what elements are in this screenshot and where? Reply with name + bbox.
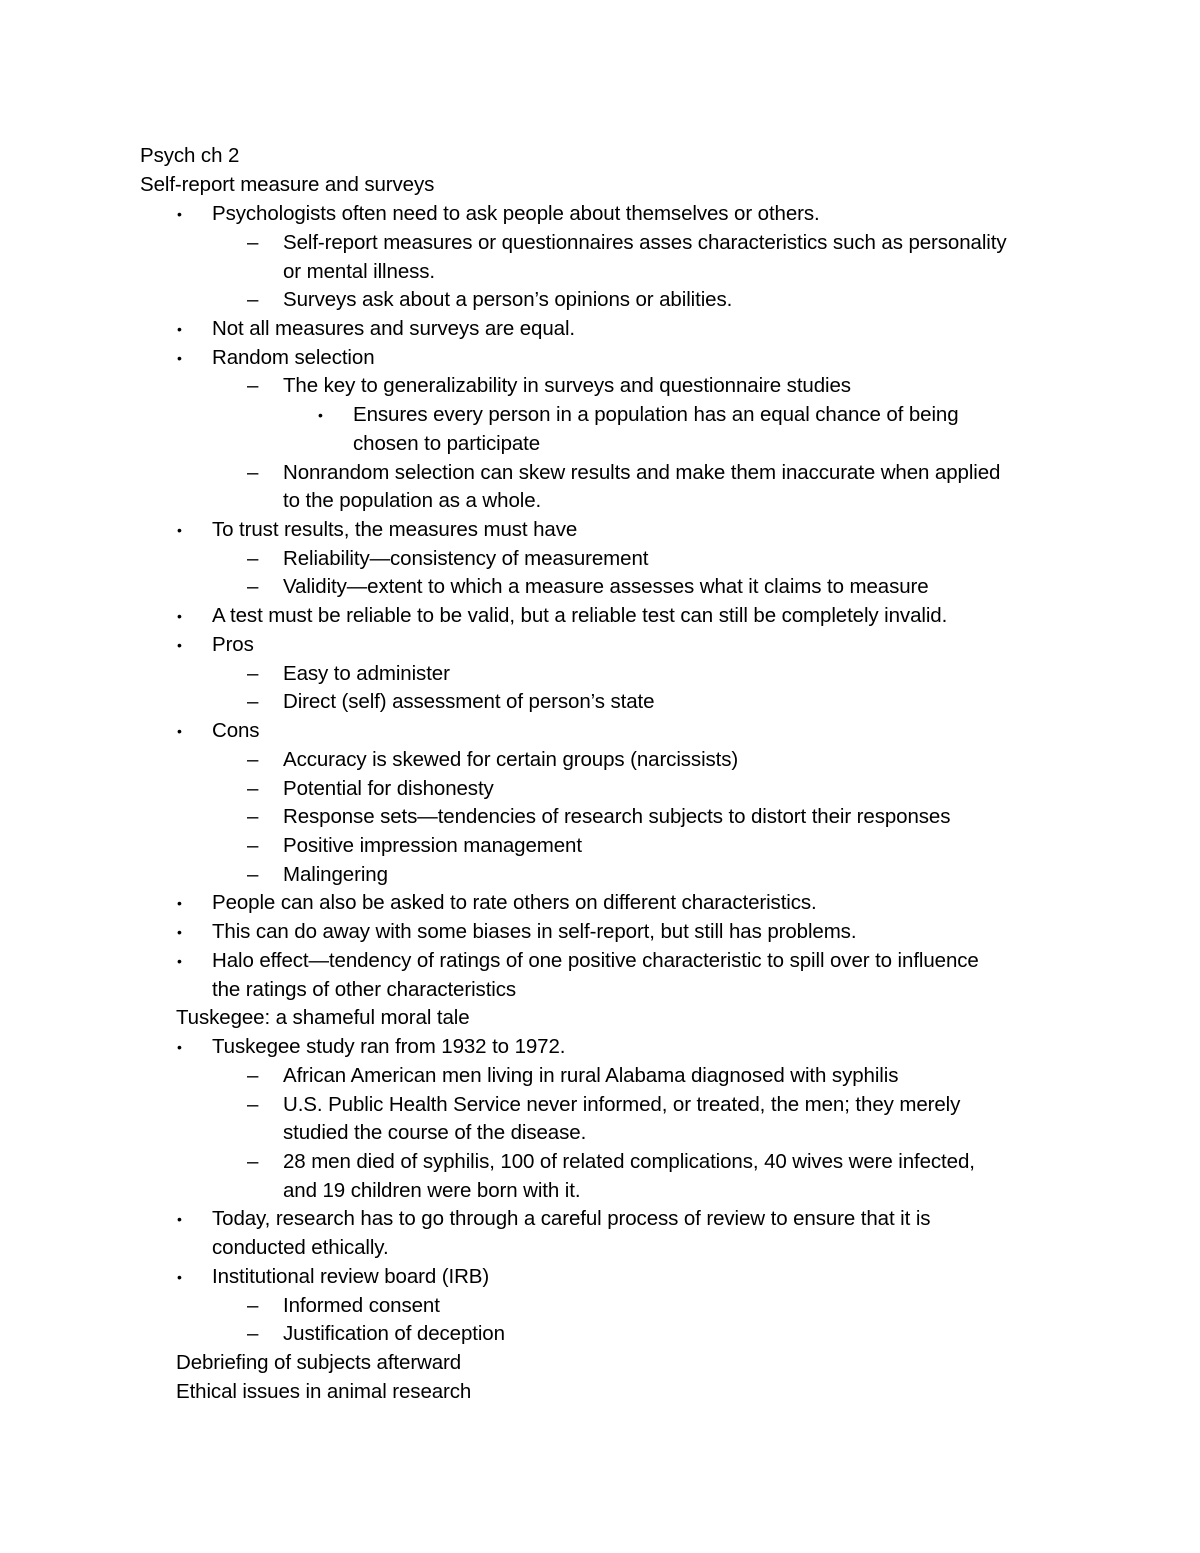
section-heading-self-report: Self-report measure and surveys	[140, 173, 435, 196]
dash-marker: –	[247, 575, 259, 598]
dash-marker: –	[247, 863, 259, 886]
dash-marker: –	[247, 834, 259, 857]
list-item: Response sets—tendencies of research subjects to distort their responses	[283, 805, 951, 828]
bullet-marker: •	[177, 1211, 182, 1227]
list-item-continuation: or mental illness.	[283, 260, 436, 283]
bullet-marker: •	[177, 608, 182, 624]
list-item: Surveys ask about a person’s opinions or abilities.	[283, 288, 733, 311]
section-heading-tuskegee: Tuskegee: a shameful moral tale	[176, 1006, 470, 1029]
dash-marker: –	[247, 374, 259, 397]
list-item: Validity—extent to which a measure assesses what it claims to measure	[283, 575, 929, 598]
dash-marker: –	[247, 1150, 259, 1173]
list-item: Not all measures and surveys are equal.	[212, 317, 576, 340]
list-item: Accuracy is skewed for certain groups (narcissists)	[283, 748, 739, 771]
dash-marker: –	[247, 547, 259, 570]
bullet-marker: •	[318, 407, 323, 423]
list-item: A test must be reliable to be valid, but a reliable test can still be completely invalid.	[212, 604, 948, 627]
dash-marker: –	[247, 231, 259, 254]
list-item: Reliability—consistency of measurement	[283, 547, 649, 570]
list-item: U.S. Public Health Service never informed, or treated, the men; they merely	[283, 1093, 961, 1116]
list-item: This can do away with some biases in self-report, but still has problems.	[212, 920, 857, 943]
bullet-marker: •	[177, 350, 182, 366]
list-item: Institutional review board (IRB)	[212, 1265, 490, 1288]
bullet-marker: •	[177, 637, 182, 653]
dash-marker: –	[247, 288, 259, 311]
dash-marker: –	[247, 805, 259, 828]
list-item: People can also be asked to rate others on different characteristics.	[212, 891, 817, 914]
list-item-continuation: chosen to participate	[353, 432, 541, 455]
list-item: Halo effect—tendency of ratings of one positive characteristic to spill over to influence	[212, 949, 979, 972]
list-item: To trust results, the measures must have	[212, 518, 578, 541]
section-heading-animal-research: Ethical issues in animal research	[176, 1380, 472, 1403]
section-heading-debriefing: Debriefing of subjects afterward	[176, 1351, 462, 1374]
list-item-continuation: conducted ethically.	[212, 1236, 389, 1259]
bullet-marker: •	[177, 1039, 182, 1055]
list-item-continuation: and 19 children were born with it.	[283, 1179, 581, 1202]
dash-marker: –	[247, 1294, 259, 1317]
dash-marker: –	[247, 1064, 259, 1087]
list-item: The key to generalizability in surveys and questionnaire studies	[283, 374, 851, 397]
list-item: Positive impression management	[283, 834, 582, 857]
bullet-marker: •	[177, 924, 182, 940]
list-item: Tuskegee study ran from 1932 to 1972.	[212, 1035, 566, 1058]
list-item: 28 men died of syphilis, 100 of related complications, 40 wives were infected,	[283, 1150, 975, 1173]
bullet-marker: •	[177, 321, 182, 337]
list-item: Malingering	[283, 863, 388, 886]
list-item: Easy to administer	[283, 662, 450, 685]
bullet-marker: •	[177, 723, 182, 739]
bullet-marker: •	[177, 1269, 182, 1285]
list-item: Justification of deception	[283, 1322, 505, 1345]
dash-marker: –	[247, 690, 259, 713]
list-item: Nonrandom selection can skew results and make them inaccurate when applied	[283, 461, 1001, 484]
list-item: Direct (self) assessment of person’s state	[283, 690, 655, 713]
bullet-marker: •	[177, 522, 182, 538]
list-item: Potential for dishonesty	[283, 777, 494, 800]
list-item: Cons	[212, 719, 260, 742]
dash-marker: –	[247, 1093, 259, 1116]
document-title: Psych ch 2	[140, 144, 240, 167]
dash-marker: –	[247, 461, 259, 484]
list-item-continuation: the ratings of other characteristics	[212, 978, 517, 1001]
bullet-marker: •	[177, 953, 182, 969]
list-item: African American men living in rural Alabama diagnosed with syphilis	[283, 1064, 899, 1087]
list-item: Psychologists often need to ask people about themselves or others.	[212, 202, 820, 225]
dash-marker: –	[247, 777, 259, 800]
list-item: Informed consent	[283, 1294, 440, 1317]
list-item: Ensures every person in a population has an equal chance of being	[353, 403, 959, 426]
list-item-continuation: studied the course of the disease.	[283, 1121, 587, 1144]
dash-marker: –	[247, 748, 259, 771]
list-item: Self-report measures or questionnaires asses characteristics such as personality	[283, 231, 1007, 254]
dash-marker: –	[247, 1322, 259, 1345]
dash-marker: –	[247, 662, 259, 685]
list-item-continuation: to the population as a whole.	[283, 489, 542, 512]
list-item: Random selection	[212, 346, 375, 369]
list-item: Pros	[212, 633, 254, 656]
bullet-marker: •	[177, 206, 182, 222]
bullet-marker: •	[177, 895, 182, 911]
list-item: Today, research has to go through a careful process of review to ensure that it is	[212, 1207, 931, 1230]
